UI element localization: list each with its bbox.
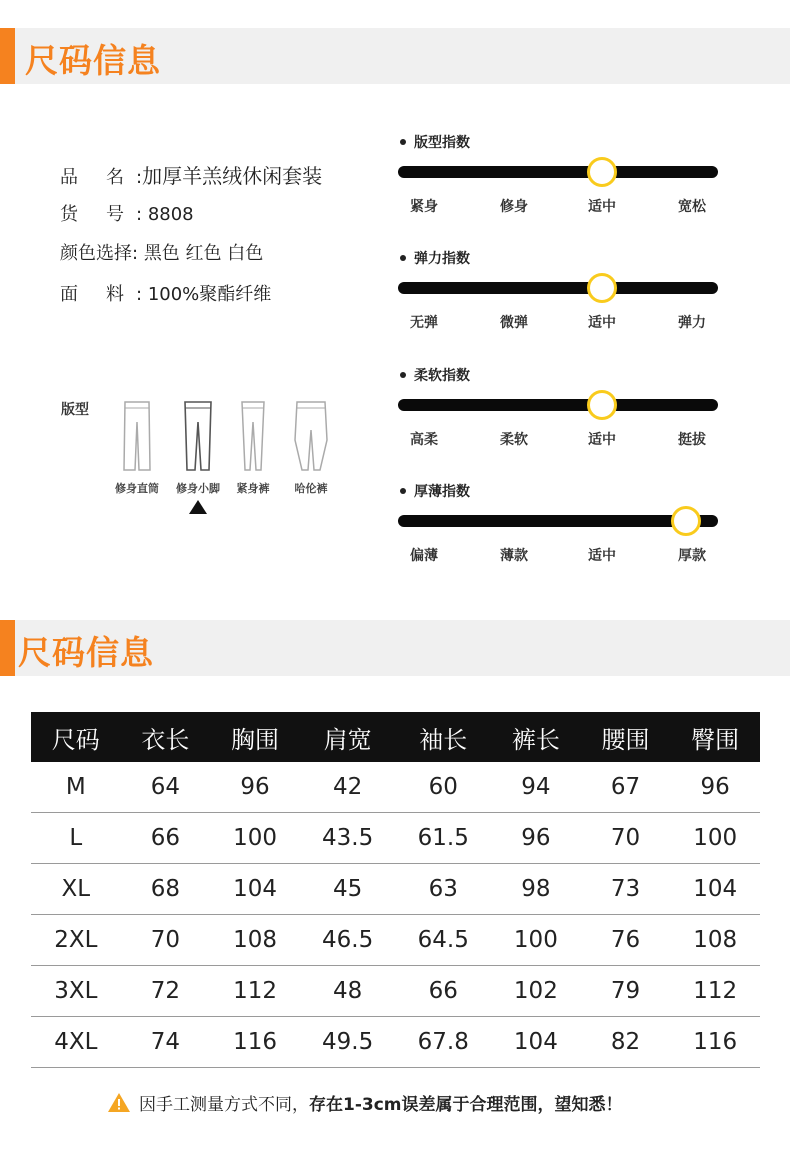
table-row: [31, 915, 760, 966]
scale-fit: 版型指数 紧身 修身 适中 宽松: [396, 132, 718, 242]
table-cell: M: [31, 762, 121, 813]
section-header-size-info: [0, 620, 790, 676]
table-cell: 112: [210, 966, 300, 1017]
table-cell: 116: [210, 1017, 300, 1068]
table-cell: 116: [670, 1017, 760, 1068]
scale-elasticity: 弹力指数 无弹 微弹 适中 弹力: [396, 248, 718, 358]
fit-style-label-harem: 哈伦裤: [294, 482, 328, 495]
table-cell: 66: [121, 813, 211, 864]
table-row: [31, 864, 760, 915]
table-cell: 67.8: [395, 1017, 491, 1068]
product-color-row: 颜色选择: 黑色 红色 白色: [60, 243, 264, 264]
scale-tick: 适中: [588, 315, 616, 331]
straight-pants-icon: [115, 400, 159, 472]
scale-knob: [587, 157, 617, 187]
table-cell: 49.5: [300, 1017, 396, 1068]
product-color-value: 黑色 红色 白色: [143, 243, 264, 264]
table-cell: 70: [581, 813, 671, 864]
size-table-header-cell: 胸围: [210, 712, 300, 762]
accent-bar: [0, 620, 15, 676]
table-cell: 100: [670, 813, 760, 864]
section-header-product-info: [0, 28, 790, 84]
slim-pants-icon: [176, 400, 220, 472]
table-cell: 63: [395, 864, 491, 915]
scale-tick: 适中: [588, 432, 616, 448]
size-table-header-cell: 腰围: [581, 712, 671, 762]
table-cell: 74: [121, 1017, 211, 1068]
scale-tick: 微弹: [500, 315, 528, 331]
table-cell: 66: [395, 966, 491, 1017]
table-cell: 42: [300, 762, 396, 813]
size-table-header: [31, 712, 760, 762]
scale-knob: [587, 273, 617, 303]
scale-thickness: 厚薄指数 偏薄 薄款 适中 厚款: [396, 481, 718, 591]
scale-knob: [671, 506, 701, 536]
size-table-header-cell: 袖长: [395, 712, 491, 762]
table-cell: 98: [491, 864, 581, 915]
scale-track: [398, 166, 718, 178]
product-sku-row: 货 号 : 8808: [60, 204, 194, 225]
product-name-row: 品 名 :加厚羊羔绒休闲套装: [60, 164, 323, 188]
table-cell: 64: [121, 762, 211, 813]
table-cell: 104: [210, 864, 300, 915]
product-sku-value: 8808: [147, 204, 194, 225]
table-cell: L: [31, 813, 121, 864]
table-cell: 104: [491, 1017, 581, 1068]
table-cell: 2XL: [31, 915, 121, 966]
table-cell: 45: [300, 864, 396, 915]
section-title: 尺码信息: [25, 41, 161, 80]
table-cell: 79: [581, 966, 671, 1017]
scale-tick: 厚款: [678, 548, 706, 564]
table-cell: 64.5: [395, 915, 491, 966]
product-name-value: 加厚羊羔绒休闲套装: [142, 164, 323, 188]
warning-icon: [107, 1092, 131, 1113]
table-cell: 96: [210, 762, 300, 813]
table-cell: 102: [491, 966, 581, 1017]
table-row: [31, 813, 760, 864]
table-cell: 82: [581, 1017, 671, 1068]
scale-track: [398, 282, 718, 294]
table-cell: 46.5: [300, 915, 396, 966]
table-cell: 108: [670, 915, 760, 966]
size-table-header-cell: 尺码: [31, 712, 121, 762]
scale-track: [398, 399, 718, 411]
size-table-header-cell: 衣长: [121, 712, 211, 762]
scale-tick: 宽松: [678, 199, 706, 215]
scale-tick: 偏薄: [410, 548, 438, 564]
table-cell: 100: [491, 915, 581, 966]
product-fabric-value: 100%聚酯纤维: [147, 284, 272, 305]
scale-tick: 弹力: [678, 315, 706, 331]
scale-knob: [587, 390, 617, 420]
scale-tick: 柔软: [500, 432, 528, 448]
table-cell: 100: [210, 813, 300, 864]
section-title: 尺码信息: [18, 633, 154, 672]
scale-softness: 柔软指数 高柔 柔软 适中 挺拔: [396, 365, 718, 475]
scale-tick: 适中: [588, 548, 616, 564]
table-cell: 67: [581, 762, 671, 813]
table-cell: 48: [300, 966, 396, 1017]
table-cell: 43.5: [300, 813, 396, 864]
fit-style-label-straight: 修身直筒: [115, 482, 159, 495]
table-row: [31, 966, 760, 1017]
size-table-header-cell: 裤长: [491, 712, 581, 762]
table-cell: 76: [581, 915, 671, 966]
table-cell: 68: [121, 864, 211, 915]
measurement-note: [107, 1090, 623, 1115]
table-cell: 4XL: [31, 1017, 121, 1068]
size-table: [31, 712, 760, 1068]
note-bold-text: 存在1-3cm误差属于合理范围，望知悉！: [309, 1095, 623, 1115]
table-cell: 96: [491, 813, 581, 864]
fit-style-label-slim: 修身小脚: [176, 482, 220, 495]
size-table-header-cell: 臀围: [670, 712, 760, 762]
scale-tick: 挺拔: [678, 432, 706, 448]
table-cell: 3XL: [31, 966, 121, 1017]
table-cell: 73: [581, 864, 671, 915]
fit-style-label: 版型: [61, 402, 89, 418]
scale-tick: 适中: [588, 199, 616, 215]
table-cell: 112: [670, 966, 760, 1017]
skinny-pants-icon: [231, 400, 275, 472]
scale-tick: 高柔: [410, 432, 438, 448]
scale-tick: 紧身: [410, 199, 438, 215]
accent-bar: [0, 28, 15, 84]
scale-tick: 修身: [500, 199, 528, 215]
table-cell: 60: [395, 762, 491, 813]
table-row: [31, 1017, 760, 1068]
table-cell: 108: [210, 915, 300, 966]
table-cell: 96: [670, 762, 760, 813]
scale-tick: 薄款: [500, 548, 528, 564]
scale-track: [398, 515, 718, 527]
table-cell: XL: [31, 864, 121, 915]
scale-tick: 无弹: [410, 315, 438, 331]
table-cell: 104: [670, 864, 760, 915]
table-cell: 94: [491, 762, 581, 813]
note-normal-text: 因手工测量方式不同，: [139, 1095, 309, 1115]
selected-triangle-icon: [189, 500, 207, 514]
fit-style-label-skinny: 紧身裤: [236, 482, 270, 495]
harem-pants-icon: [289, 400, 333, 472]
product-fabric-row: 面 料 : 100%聚酯纤维: [60, 284, 272, 305]
table-cell: 70: [121, 915, 211, 966]
size-table-header-cell: 肩宽: [300, 712, 396, 762]
table-cell: 72: [121, 966, 211, 1017]
table-row: [31, 762, 760, 813]
table-cell: 61.5: [395, 813, 491, 864]
